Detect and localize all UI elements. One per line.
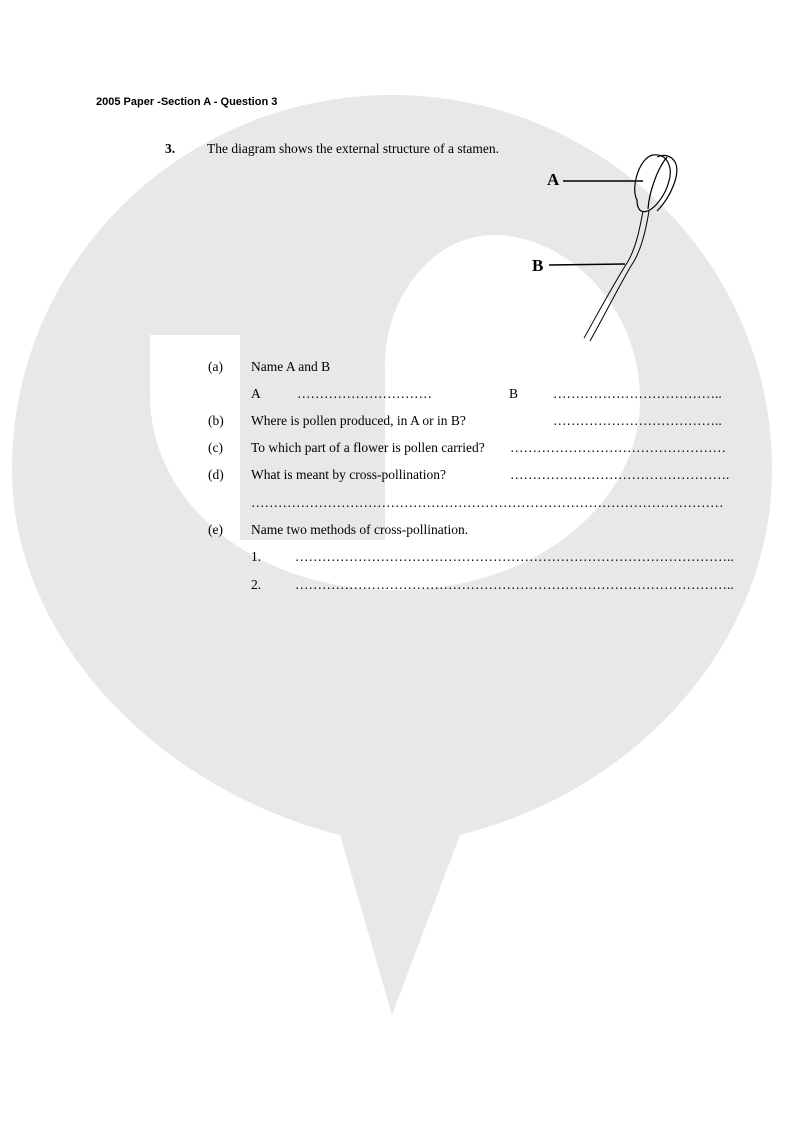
label-b-pointer [549,264,625,265]
answer-a-label: A [251,386,261,401]
part-b-label: (b) [208,413,224,428]
stamen-diagram [525,145,700,350]
part-b-text: Where is pollen produced, in A or in B? [251,413,466,428]
part-b-answer-field[interactable]: ……………………………….. [553,413,722,428]
question-number: 3. [165,141,176,156]
answer-b-field[interactable]: ……………………………….. [553,386,722,401]
part-d-text: What is meant by cross-pollination? [251,467,446,482]
part-a-label: (a) [208,359,223,374]
question-intro: The diagram shows the external structure of a stamen. [207,141,500,156]
label-a: A [547,170,560,189]
anther [635,155,677,212]
answer-b-label: B [509,386,519,401]
method-1-field[interactable]: …………………………………………………………………………………….. [295,549,734,564]
part-d-answer-field[interactable]: …………………………………………. [510,467,730,482]
method-2-label: 2. [251,577,262,592]
answer-a-field[interactable]: ………………………… [297,386,432,401]
part-a-text: Name A and B [251,359,331,374]
part-c-label: (c) [208,440,223,455]
part-c-text: To which part of a flower is pollen carried? [251,440,485,455]
method-1-label: 1. [251,549,262,564]
paper-header: 2005 Paper -Section A - Question 3 [96,96,278,108]
part-e-label: (e) [208,522,223,537]
part-d-label: (d) [208,467,224,482]
part-d-answer-line2[interactable]: …………………………………………………………………………………………… [251,495,724,510]
method-2-field[interactable]: …………………………………………………………………………………….. [295,577,734,592]
filament [584,211,649,341]
label-b: B [532,256,544,275]
part-c-answer-field[interactable]: ………………………………………… [510,440,726,455]
part-e-text: Name two methods of cross-pollination. [251,522,469,537]
